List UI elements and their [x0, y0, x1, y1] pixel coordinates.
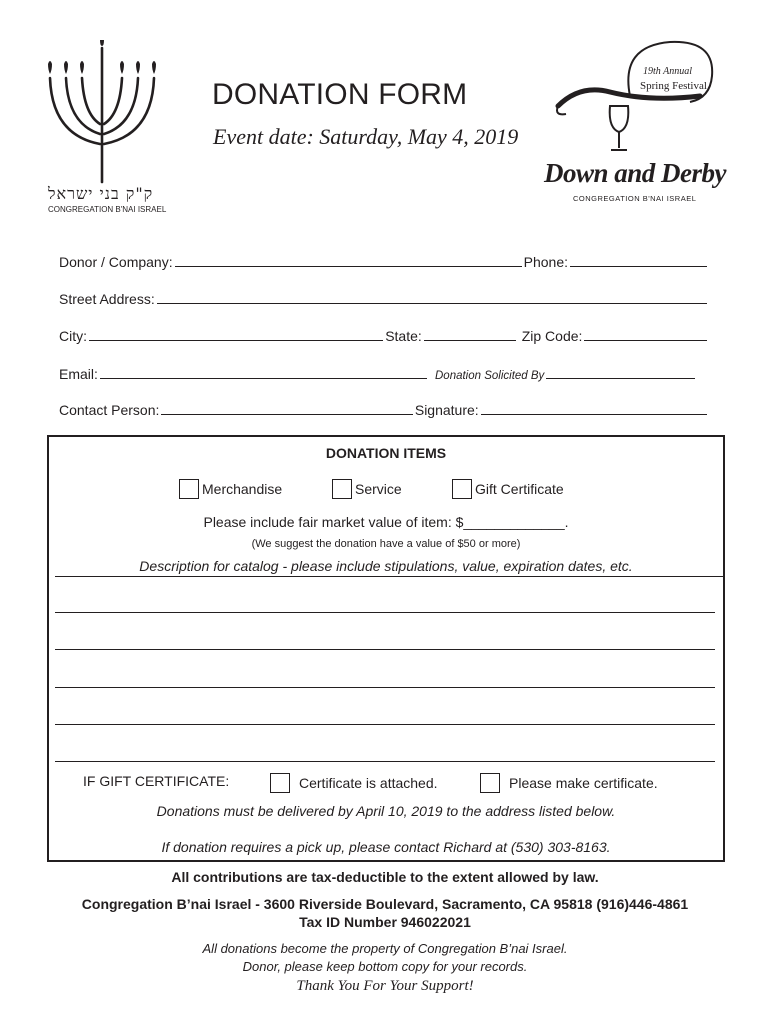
- email-field[interactable]: [100, 366, 427, 379]
- email-label: Email:: [59, 366, 98, 382]
- city-field[interactable]: [89, 328, 383, 341]
- event-logo-text: Down and Derby: [544, 158, 727, 188]
- donation-items-heading: DONATION ITEMS: [325, 445, 447, 461]
- festival-name: Spring Festival: [640, 80, 707, 92]
- certificate-attached-option[interactable]: [270, 773, 438, 793]
- street-address-field[interactable]: [157, 291, 707, 304]
- thank-you-text: Thank You For Your Support!: [296, 978, 474, 994]
- donor-row: [59, 250, 709, 270]
- address-text: Congregation B’nai Israel - 3600 Riverside Boulevard, Sacramento, CA 95818 (916)446-4861: [81, 896, 689, 912]
- phone-field[interactable]: [570, 254, 707, 267]
- make-certificate-option[interactable]: [480, 773, 658, 793]
- donor-company-field[interactable]: [175, 254, 522, 267]
- solicited-by-field[interactable]: [546, 366, 695, 379]
- description-line[interactable]: [55, 576, 725, 577]
- street-address-label: Street Address:: [59, 291, 155, 307]
- pickup-text: If donation requires a pick up, please contact Richard at (530) 303-8163.: [161, 839, 611, 855]
- tax-deductible-text: All contributions are tax-deductible to the extent allowed by law.: [171, 869, 599, 885]
- event-date: Event date: Saturday, May 4, 2019: [213, 124, 519, 149]
- gift-certificate-label: Gift Certificate: [475, 481, 564, 497]
- street-row: [59, 287, 709, 307]
- fair-value-text: Please include fair market value of item: $_____________.: [203, 514, 569, 530]
- zip-label: Zip Code:: [521, 328, 583, 344]
- gift-certificate-row: [83, 773, 229, 789]
- menorah-logo: [42, 40, 162, 188]
- description-line[interactable]: [55, 724, 715, 725]
- make-certificate-label: Please make certificate.: [509, 775, 658, 791]
- description-line[interactable]: [55, 687, 715, 688]
- description-line[interactable]: [55, 649, 715, 650]
- description-line[interactable]: [55, 612, 715, 613]
- donor-company-label: Donor / Company:: [59, 254, 173, 270]
- signature-field[interactable]: [481, 402, 707, 415]
- festival-logo: [550, 36, 720, 166]
- email-row: [59, 362, 709, 382]
- tax-id-text: Tax ID Number 946022021: [299, 914, 471, 930]
- phone-label: Phone:: [523, 254, 569, 270]
- state-field[interactable]: [424, 328, 516, 341]
- description-instructions: Description for catalog - please include stipulations, value, expiration dates, etc.: [139, 558, 633, 574]
- description-line[interactable]: [55, 761, 715, 762]
- congregation-name-small: CONGREGATION B'NAI ISRAEL: [48, 205, 167, 214]
- suggestion-text: (We suggest the donation have a value of $50 or more): [251, 538, 521, 550]
- city-row: [59, 324, 709, 344]
- merchandise-checkbox[interactable]: [179, 479, 199, 499]
- merchandise-option[interactable]: [179, 479, 282, 499]
- zip-field[interactable]: [584, 328, 707, 341]
- gift-certificate-checkbox[interactable]: [452, 479, 472, 499]
- hebrew-congregation-name: ק"ק בני ישראל: [48, 184, 154, 203]
- donation-items-box: [47, 435, 725, 862]
- contact-row: [59, 398, 709, 418]
- merchandise-label: Merchandise: [202, 481, 283, 497]
- contact-person-label: Contact Person:: [59, 402, 160, 418]
- festival-annual: 19th Annual: [643, 66, 692, 77]
- congregation-logo-text: CONGREGATION B'NAI ISRAEL: [573, 194, 697, 203]
- wine-glass-icon: [610, 106, 629, 150]
- city-label: City:: [59, 328, 87, 344]
- delivery-text: Donations must be delivered by April 10, 2019 to the address listed below.: [156, 803, 616, 819]
- make-certificate-checkbox[interactable]: [480, 773, 500, 793]
- state-label: State:: [385, 328, 422, 344]
- certificate-attached-label: Certificate is attached.: [299, 775, 438, 791]
- page-title: DONATION FORM: [212, 78, 468, 111]
- service-option[interactable]: [332, 479, 402, 499]
- contact-person-field[interactable]: [161, 402, 412, 415]
- service-label: Service: [355, 481, 402, 497]
- certificate-attached-checkbox[interactable]: [270, 773, 290, 793]
- property-text: All donations become the property of Congregation B’nai Israel.: [202, 941, 568, 956]
- service-checkbox[interactable]: [332, 479, 352, 499]
- gift-certificate-row-label: IF GIFT CERTIFICATE:: [83, 773, 230, 789]
- solicited-by-label: Donation Solicited By: [435, 370, 545, 382]
- signature-label: Signature:: [414, 402, 479, 418]
- gift-certificate-option[interactable]: [452, 479, 564, 499]
- records-text: Donor, please keep bottom copy for your records.: [242, 959, 528, 974]
